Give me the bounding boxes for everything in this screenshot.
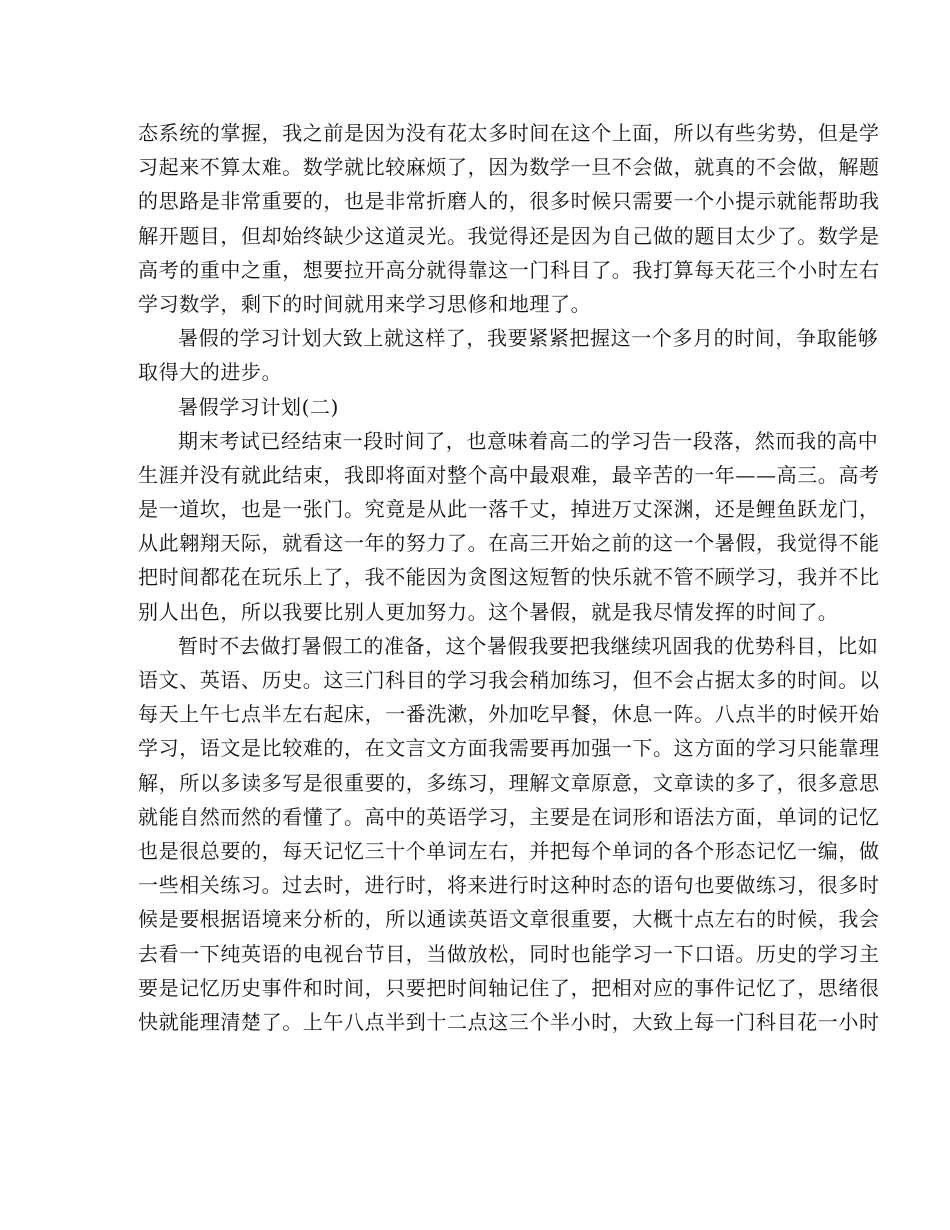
text-line: 解，所以多读多写是很重要的，多练习，理解文章原意，文章读的多了，很多意思: [138, 770, 880, 795]
text-line: 习起来不算太难。数学就比较麻烦了，因为数学一旦不会做，就真的不会做，解题: [138, 155, 880, 180]
text-line: 高考的重中之重，想要拉开高分就得靠这一门科目了。我打算每天花三个小时左右: [138, 257, 880, 282]
text-line: 别人出色，所以我要比别人更加努力。这个暑假，就是我尽情发挥的时间了。: [138, 599, 839, 624]
text-line: 取得大的进步。: [138, 360, 283, 385]
text-line: 语文、英语、历史。这三门科目的学习我会稍加练习，但不会占据太多的时间。以: [138, 668, 880, 692]
text-line: 从此翱翔天际，就看这一年的努力了。在高三开始之前的这一个暑假，我觉得不能: [138, 531, 880, 556]
text-line: 暑假学习计划(二): [178, 394, 340, 419]
text-line: 候是要根据语境来分析的，所以通读英语文章很重要，大概十点左右的时候，我会: [138, 907, 880, 932]
text-line: 的思路是非常重要的，也是非常折磨人的，很多时候只需要一个小提示就能帮助我: [138, 189, 880, 214]
text-line: 暑假的学习计划大致上就这样了，我要紧紧把握这一个多月的时间，争取能够: [178, 326, 879, 351]
text-line: 态系统的掌握，我之前是因为没有花太多时间在这个上面，所以有些劣势，但是学: [138, 121, 880, 145]
text-line: 把时间都花在玩乐上了，我不能因为贪图这短暂的快乐就不管不顾学习，我并不比: [138, 565, 880, 590]
text-line: 也是很总要的，每天记忆三十个单词左右，并把每个单词的各个形态记忆一编，做: [138, 838, 880, 863]
text-line: 解开题目，但却始终缺少这道灵光。我觉得还是因为自己做的题目太少了。数学是: [138, 223, 880, 248]
text-line: 每天上午七点半左右起床，一番洗漱，外加吃早餐，休息一阵。八点半的时候开始: [138, 702, 880, 727]
text-line: 学习，语文是比较难的，在文言文方面我需要再加强一下。这方面的学习只能靠理: [138, 736, 880, 761]
text-line: 快就能理清楚了。上午八点半到十二点这三个半小时，大致上每一门科目花一小时: [138, 1009, 880, 1034]
text-line: 学习数学，剩下的时间就用来学习思修和地理了。: [138, 291, 592, 316]
text-line: 就能自然而然的看懂了。高中的英语学习，主要是在词形和语法方面，单词的记忆: [138, 804, 880, 829]
text-line: 生涯并没有就此结束，我即将面对整个高中最艰难，最辛苦的一年——高三。高考: [138, 462, 880, 487]
text-line: 暂时不去做打暑假工的准备，这个暑假我要把我继续巩固我的优势科目，比如: [178, 633, 879, 658]
text-line: 一些相关练习。过去时，进行时，将来进行时这种时态的语句也要做练习，很多时: [138, 873, 880, 898]
text-line: 期末考试已经结束一段时间了，也意味着高二的学习告一段落，然而我的高中: [178, 428, 879, 453]
document-body: [138, 116, 880, 1039]
text-line: 要是记忆历史事件和时间，只要把时间轴记住了，把相对应的事件记忆了，思绪很: [138, 975, 880, 1000]
text-line: 是一道坎，也是一张门。究竟是从此一落千丈，掉进万丈深渊，还是鲤鱼跃龙门，: [138, 497, 880, 522]
text-line: 去看一下纯英语的电视台节目，当做放松，同时也能学习一下口语。历史的学习主: [138, 941, 880, 966]
